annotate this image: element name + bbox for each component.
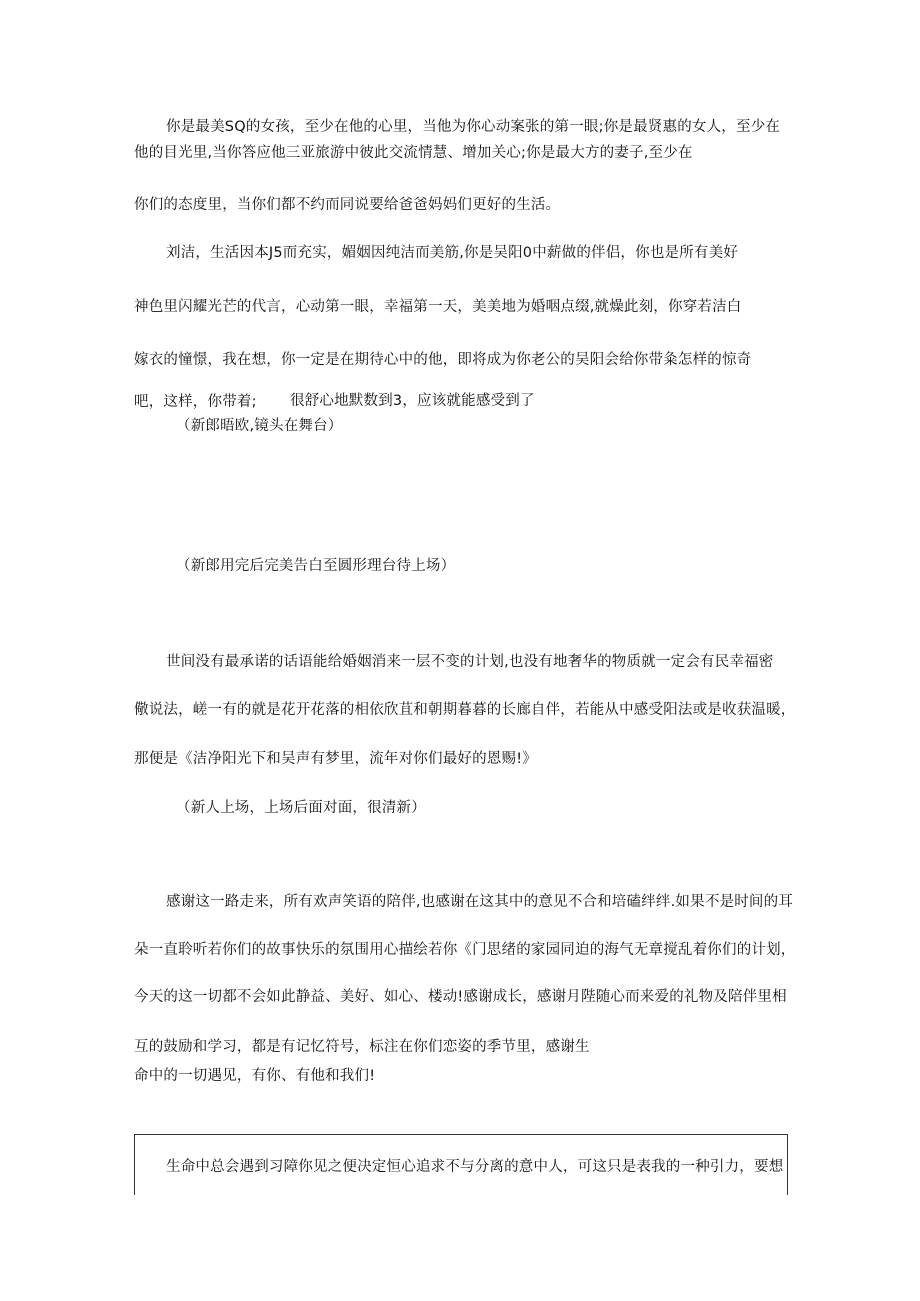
paragraph-4-line-4: 互的鼓励和学习，都是有记忆符号，标注在你们恋姿的季节里，感谢生: [134, 1039, 590, 1055]
stage-direction-2: （新郎用完后完美告白至圆形理台待上场）: [176, 558, 456, 574]
stage-direction-3: （新人上场，上场后面对面，很清新）: [176, 800, 426, 816]
stage-direction-1: （新郎晤欧,镜头在舞台）: [176, 418, 343, 434]
paragraph-3-line-1: 世间没有最承诺的话语能给婚姻消来一层不变的计划,也没有地奢华的物质就一定会有民幸福密: [166, 654, 774, 670]
paragraph-5-line-1: 生命中总会遇到习障你见之便决定恒心追求不与分离的意中人，可这只是表我的一种引力，要想: [166, 1159, 784, 1175]
paragraph-1-line-1: 你是最美SQ的女孩，至少在他的心里，当他为你心动案张的第一眼;你是最贤惠的女人，至少在: [166, 119, 781, 135]
paragraph-4-line-5: 命中的一切遇见，有你、有他和我们!: [134, 1068, 376, 1084]
paragraph-1-line-3: 你们的态度里，当你们都不约而同说要给爸爸妈妈们更好的生活。: [134, 197, 561, 213]
paragraph-3-line-3: 那便是《洁净阳光下和吴声有梦里，流年对你们最好的恩赐!》: [134, 751, 537, 767]
paragraph-2-line-2: 神色里闪耀光芒的代言，心动第一眼，幸福第一天，美美地为婚咽点缀,就燥此刻，你穿若洁白: [134, 299, 742, 315]
paragraph-4-line-3: 今天的这一切都不会如此静益、美好、如心、楼动!感谢成长，感谢月陛随心而来爱的礼物及陪伴里相: [134, 989, 787, 1005]
paragraph-4-line-1: 感谢这一路走来，所有欢声笑语的陪伴,也感谢在这其中的意见不合和培磕绊绊.如果不是时间的耳: [166, 894, 794, 910]
paragraph-1-line-2: 他的目光里,当你答应他三亚旅游中彼此交流情慧、增加关心;你是最大方的妻子,至少在: [134, 145, 693, 161]
paragraph-2-line-4a: 吧，这样，你带着;: [134, 394, 257, 410]
paragraph-3-line-2: 儆说法，嵯一有的就是花开花落的相依欣苴和朝期暮暮的长廊自伴，若能从中感受阳法或是收获温暖，: [134, 702, 796, 718]
paragraph-2-line-1: 刘洁，生活因本J5而充实，媚姻因纯洁而美筋,你是吴阳0中薪做的伴侣，你也是所有美好: [166, 245, 739, 261]
paragraph-2-line-3: 嫁衣的憧憬，我在想，你一定是在期待心中的他，即将成为你老公的吴阳会给你带粂怎样的惊奇: [134, 352, 752, 368]
paragraph-4-line-2: 朵一直聆听若你们的故事快乐的氛围用心描绘若你《门思绪的家园同迫的海气无章搅乱着你们的计划，: [134, 942, 796, 958]
paragraph-2-line-4b: 很舒心地默数到3，应该就能感受到了: [290, 393, 535, 409]
